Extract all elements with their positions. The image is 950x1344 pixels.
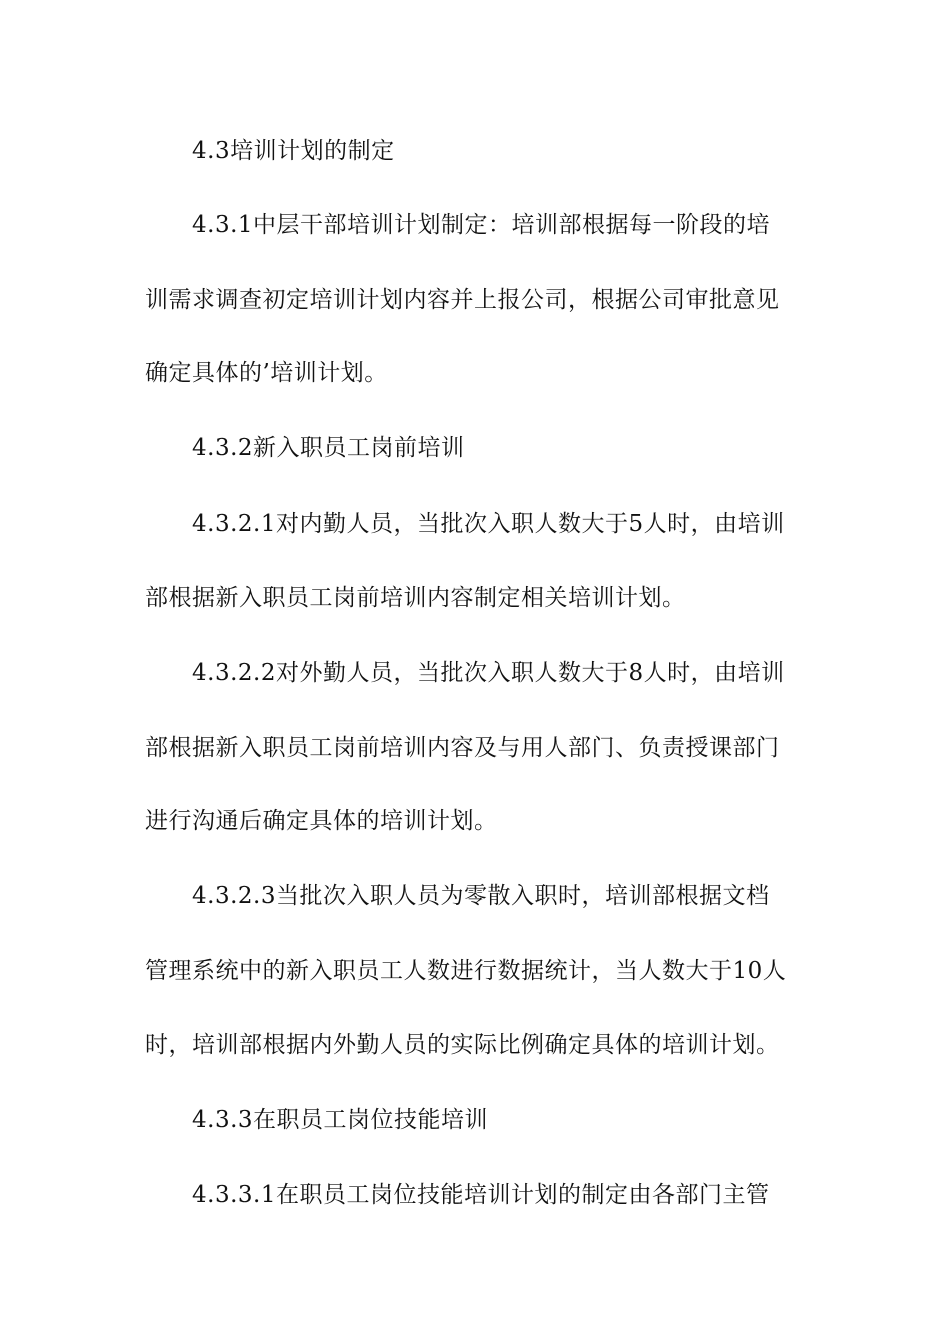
paragraph-line: 4.3.2.2对外勤人员，当批次入职人数大于8人时，由培训 xyxy=(192,660,785,686)
paragraph-line: 部根据新入职员工岗前培训内容及与用人部门、负责授课部门 xyxy=(145,735,780,761)
paragraph-line: 进行沟通后确定具体的培训计划。 xyxy=(145,808,498,834)
section-heading-4-3-2: 4.3.2新入职员工岗前培训 xyxy=(192,435,465,461)
paragraph-line: 4.3.2.1对内勤人员，当批次入职人数大于5人时，由培训 xyxy=(192,511,785,537)
paragraph-line: 4.3.1中层干部培训计划制定：培训部根据每一阶段的培 xyxy=(192,212,771,238)
paragraph-line: 时，培训部根据内外勤人员的实际比例确定具体的培训计划。 xyxy=(145,1032,780,1058)
paragraph-line: 训需求调查初定培训计划内容并上报公司，根据公司审批意见 xyxy=(145,287,780,313)
paragraph-line: 管理系统中的新入职员工人数进行数据统计，当人数大于10人 xyxy=(145,958,787,984)
section-heading-4-3-3: 4.3.3在职员工岗位技能培训 xyxy=(192,1107,489,1133)
paragraph-line: 部根据新入职员工岗前培训内容制定相关培训计划。 xyxy=(145,585,686,611)
paragraph-line: 4.3.2.3当批次入职人员为零散入职时，培训部根据文档 xyxy=(192,883,770,909)
paragraph-line: 确定具体的’培训计划。 xyxy=(145,360,388,386)
paragraph-line: 4.3.3.1在职员工岗位技能培训计划的制定由各部门主管 xyxy=(192,1182,770,1208)
section-heading-4-3: 4.3培训计划的制定 xyxy=(192,138,395,164)
